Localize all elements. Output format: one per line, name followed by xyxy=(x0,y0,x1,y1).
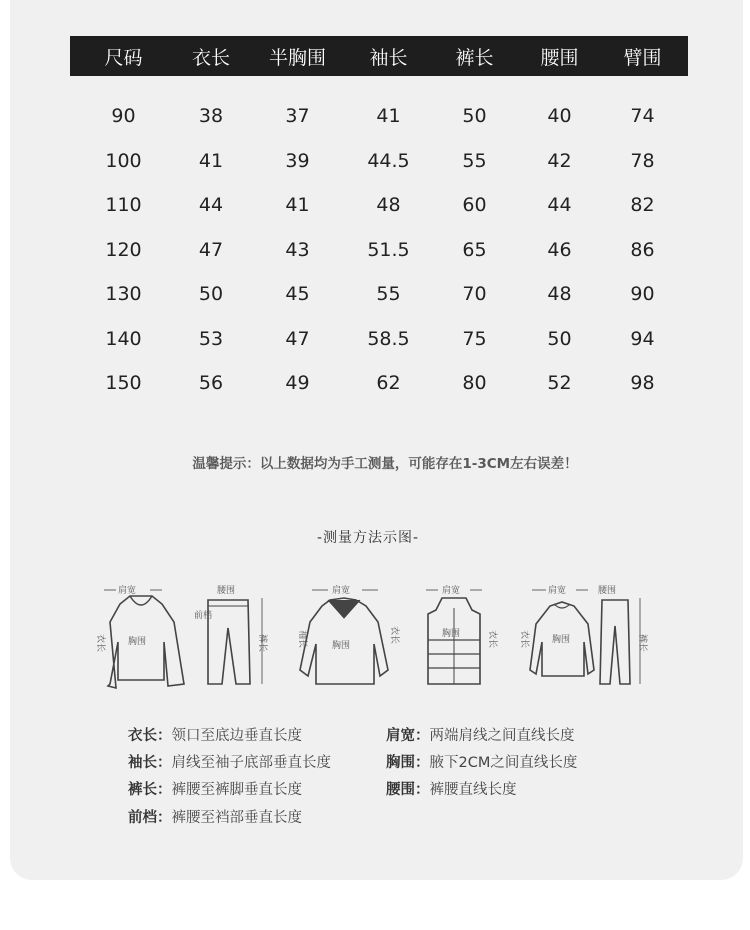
cell-length: 44 xyxy=(198,194,224,216)
table-row xyxy=(70,368,688,398)
def-pants-length: 裤长：裤腰至裤脚垂直长度 xyxy=(128,782,302,798)
label-shoulder3: 肩宽 xyxy=(442,586,461,596)
cell-arm: 74 xyxy=(630,105,655,127)
cell-size: 130 xyxy=(105,283,142,305)
cell-size: 120 xyxy=(105,238,142,261)
hoodie2-icon xyxy=(294,580,404,690)
table-row xyxy=(70,146,688,176)
cell-sleeve: 44.5 xyxy=(367,149,410,172)
pants2-icon xyxy=(598,580,658,690)
table-row xyxy=(70,235,688,265)
table-row xyxy=(70,324,688,354)
cell-pants-length: 60 xyxy=(462,194,487,216)
label-chest3: 胸围 xyxy=(442,629,461,639)
sweater-icon xyxy=(518,580,598,690)
label-length: 衣长 xyxy=(95,634,105,653)
cell-arm: 98 xyxy=(630,372,655,394)
cell-length: 47 xyxy=(198,238,224,261)
header-size: 尺码 xyxy=(104,46,143,69)
cell-length: 56 xyxy=(198,372,224,394)
cell-waist: 42 xyxy=(547,149,572,172)
cell-size: 140 xyxy=(105,327,142,350)
label-chest4: 胸围 xyxy=(552,635,571,645)
cell-pants-length: 50 xyxy=(462,105,487,127)
label-rise: 前档 xyxy=(194,611,213,621)
measurement-tip: 温馨提示：以上数据均为手工测量，可能存在1-3CM左右误差！ xyxy=(192,456,578,472)
pants-icon xyxy=(192,580,272,690)
cell-pants-length: 55 xyxy=(462,149,487,172)
cell-sleeve: 58.5 xyxy=(367,327,410,350)
vest-diagram xyxy=(418,580,508,690)
label-sleeve: 袖长 xyxy=(297,630,307,649)
label-waist2: 腰围 xyxy=(598,586,617,596)
cell-size: 110 xyxy=(105,194,142,216)
def-shoulder: 肩宽：两端肩线之间直线长度 xyxy=(386,728,575,744)
header-half-chest: 半胸围 xyxy=(268,46,326,69)
label-waist: 腰围 xyxy=(217,586,236,596)
label-chest: 胸围 xyxy=(128,637,147,647)
cell-arm: 86 xyxy=(630,238,655,261)
cell-length: 50 xyxy=(198,283,224,305)
label-shoulder4: 肩宽 xyxy=(548,586,567,596)
cell-arm: 82 xyxy=(630,194,655,216)
table-row xyxy=(70,279,688,309)
cell-waist: 44 xyxy=(547,194,572,216)
cell-half-chest: 39 xyxy=(285,149,310,172)
table-row xyxy=(70,190,688,220)
cell-waist: 50 xyxy=(547,327,572,350)
cell-length: 41 xyxy=(198,149,224,172)
cell-sleeve: 55 xyxy=(376,283,401,305)
label-shoulder2: 肩宽 xyxy=(332,586,351,596)
header-pants-length: 裤长 xyxy=(455,46,494,69)
cell-length: 38 xyxy=(198,105,224,127)
def-rise: 前档：裤腰至裆部垂直长度 xyxy=(128,810,302,826)
size-table-header xyxy=(70,36,688,76)
cell-length: 53 xyxy=(198,327,224,350)
cell-waist: 48 xyxy=(547,283,572,305)
def-length: 衣长：领口至底边垂直长度 xyxy=(128,728,302,744)
def-waist: 腰围：裤腰直线长度 xyxy=(386,782,517,798)
cell-arm: 94 xyxy=(630,327,655,350)
cell-size: 150 xyxy=(105,372,142,394)
vest-icon xyxy=(418,580,508,690)
label-shoulder: 肩宽 xyxy=(118,586,137,596)
header-length: 衣长 xyxy=(191,46,230,69)
cell-pants-length: 70 xyxy=(462,283,487,305)
label-pants-length: 裤长 xyxy=(257,634,267,653)
label-length4: 衣长 xyxy=(519,630,529,649)
cell-half-chest: 49 xyxy=(285,372,310,394)
cell-half-chest: 43 xyxy=(285,238,310,261)
cell-sleeve: 48 xyxy=(376,194,401,216)
def-chest: 胸围：腋下2CM之间直线长度 xyxy=(386,755,578,771)
cell-arm: 90 xyxy=(630,283,655,305)
pants-diagram xyxy=(192,580,272,690)
cell-waist: 52 xyxy=(547,372,572,394)
cell-sleeve: 41 xyxy=(376,105,401,127)
cell-half-chest: 37 xyxy=(285,105,310,127)
header-waist: 腰围 xyxy=(540,46,579,69)
table-row xyxy=(70,101,688,131)
cell-size: 90 xyxy=(111,105,136,127)
sweater-diagram xyxy=(518,580,598,690)
header-arm: 臂围 xyxy=(623,46,662,69)
label-pants-length2: 裤长 xyxy=(637,634,647,653)
hoodie-icon xyxy=(92,580,187,690)
cell-waist: 46 xyxy=(547,238,572,261)
cell-waist: 40 xyxy=(547,105,572,127)
label-length2: 衣长 xyxy=(389,626,399,645)
hoodie2-diagram xyxy=(294,580,404,690)
label-chest2: 胸围 xyxy=(332,641,351,651)
cell-size: 100 xyxy=(105,149,142,172)
definitions xyxy=(128,724,628,834)
cell-arm: 78 xyxy=(630,149,655,172)
cell-half-chest: 47 xyxy=(285,327,310,350)
cell-sleeve: 62 xyxy=(376,372,401,394)
header-sleeve: 袖长 xyxy=(369,46,408,69)
method-title: -测量方法示图- xyxy=(316,530,420,546)
pants2-diagram xyxy=(598,580,658,690)
cell-sleeve: 51.5 xyxy=(367,238,410,261)
cell-pants-length: 65 xyxy=(462,238,487,261)
label-length3: 衣长 xyxy=(487,630,497,649)
cell-pants-length: 75 xyxy=(462,327,487,350)
hoodie-diagram xyxy=(92,580,187,690)
cell-pants-length: 80 xyxy=(462,372,487,394)
cell-half-chest: 45 xyxy=(285,283,310,305)
cell-half-chest: 41 xyxy=(285,194,310,216)
def-sleeve: 袖长：肩线至袖子底部垂直长度 xyxy=(128,755,331,771)
